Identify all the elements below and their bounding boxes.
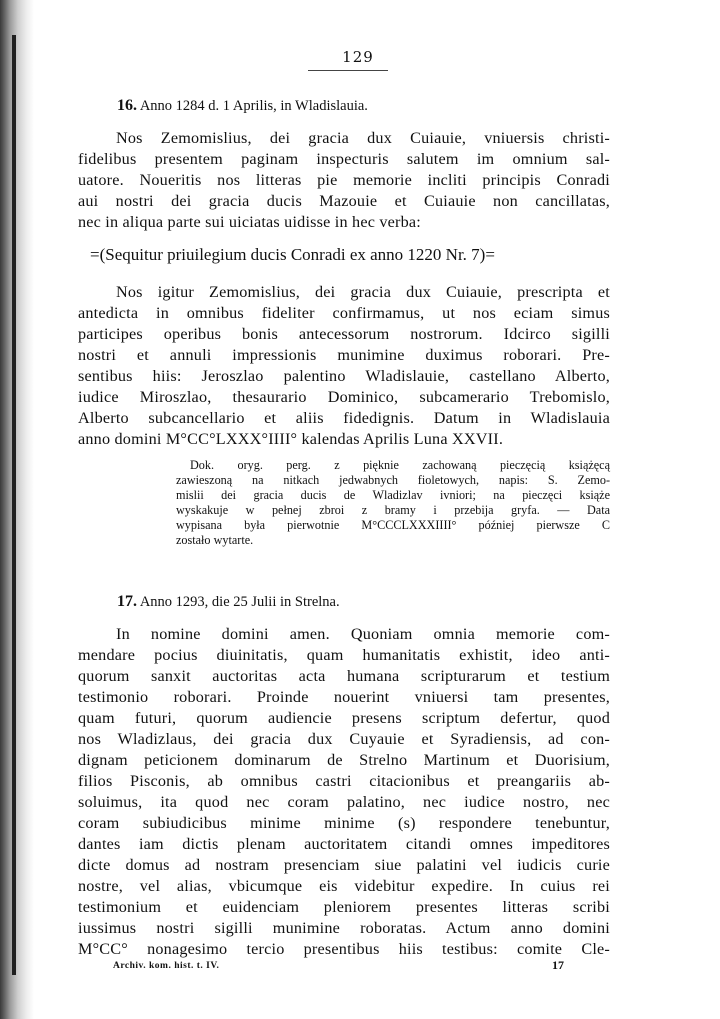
doc16-para1-line: fidelibus presentem paginam inspecturis salutem im omnium sal-	[78, 150, 610, 168]
doc16-note-line: zawieszoną na nitkach jedwabnych fioletowych, napis: S. Zemo-	[176, 473, 610, 487]
doc16-para2-line: antedicta in omnibus fideliter confirmamus, ut nos eciam simus	[78, 304, 610, 322]
doc17-para1-line: mendare pocius diuinitatis, quam humanitatis exhistit, ideo anti-	[78, 646, 610, 664]
scan-binding-spine	[12, 35, 16, 975]
doc16-note-line: Dok. oryg. perg. z pięknie zachowaną pieczęcią książęcą	[190, 458, 610, 472]
doc16-note-line: zostało wytarte.	[176, 533, 254, 547]
doc17-para1-line: dignam peticionem dominarum de Strelno Martinum et Duorisium,	[78, 751, 610, 769]
doc16-para2-line: nostri et annuli impressionis munimine duximus roborari. Pre-	[78, 346, 610, 364]
doc16-para1-line: Nos Zemomislius, dei gracia dux Cuiauie, vniuersis christi-	[116, 129, 610, 147]
doc17-para1-line: filios Pisconis, ab omnibus castri citacionibus et preangariis ab-	[78, 772, 610, 790]
doc16-date: Anno 1284 d. 1 Aprilis, in Wladislauia.	[139, 98, 368, 114]
doc16-note-line: wypisana była pierwotnie M°CCCLXXXIIII° później pierwsze C	[176, 518, 610, 532]
doc17-para1-line: In nomine domini amen. Quoniam omnia memorie com-	[116, 625, 610, 643]
doc17-para1-line: M°CC° nonagesimo tercio presentibus hiis testibus: comite Cle-	[78, 940, 610, 958]
doc17-para1-line: testimonium et euidenciam pleniorem presentes litteras scribi	[78, 898, 610, 916]
doc17-para1-line: quam futuri, quorum audiencie presens scriptum defertur, quod	[78, 709, 610, 727]
doc16-note-line: mislii dei gracia ducis de Wladizlav ivniori; na pieczęci książe	[176, 488, 610, 502]
page-number: 129	[342, 48, 374, 66]
doc16-para2-line: anno domini M°CC°LXXX°IIII° kalendas Aprilis Luna XXVII.	[78, 430, 504, 448]
footer-gathering-number: 17	[552, 958, 564, 972]
doc17-para1-line: quorum sanxit auctoritas acta humana scripturarum et testium	[78, 667, 610, 685]
doc17-date: Anno 1293, die 25 Julii in Strelna.	[139, 594, 340, 610]
doc16-para1-line: uatore. Noueritis nos litteras pie memorie incliti principis Conradi	[78, 171, 610, 189]
doc17-heading	[117, 593, 340, 611]
doc17-para1-line: iussimus nostri sigilli munimine roboratas. Actum anno domini	[78, 919, 610, 937]
page-number-rule	[308, 70, 388, 71]
doc17-para1-line: nostre, vel alias, vbicumque eis videbitur expedire. In cuius rei	[78, 877, 610, 895]
doc16-para2-line: Alberto subcancellario et aliis fidedignis. Datum in Wladislauia	[78, 409, 610, 427]
doc17-para1-line: testimonio roborari. Proinde nouerint vniuersi tam presentes,	[78, 688, 610, 706]
doc16-para1-line: nec in aliqua parte sui uiciatas uidisse in hec verba:	[78, 213, 421, 231]
doc16-heading	[117, 97, 368, 115]
doc16-para2-line: participes operibus bonis antecessorum nostrorum. Idcirco sigilli	[78, 325, 610, 343]
doc16-para2-line: sentibus hiis: Jeroszlao palentino Wladislauie, castellano Alberto,	[78, 367, 610, 385]
doc16-quote: =(Sequitur priuilegium ducis Conradi ex anno 1220 Nr. 7)=	[90, 245, 495, 264]
doc17-number: 17.	[117, 593, 137, 610]
doc17-para1-line: nos Wladizlaus, dei gracia dux Cuyauie et Syradiensis, ad con-	[78, 730, 610, 748]
doc16-number: 16.	[117, 97, 137, 114]
footer-signature-mark: Archiv. kom. hist. t. IV.	[113, 961, 220, 971]
doc17-para1-line: dicte domus ad nostram presenciam siue palatini vel iudicis curie	[78, 856, 610, 874]
doc17-para1-line: dantes iam dictis plenam auctoritatem citandi omnes impeditores	[78, 835, 610, 853]
doc16-para1-line: aui nostri dei gracia ducis Mazouie et Cuiauie non cancillatas,	[78, 192, 610, 210]
doc16-para2-line: iudice Miroszlao, thesaurario Dominico, subcamerario Trebomislo,	[78, 388, 610, 406]
scan-binding-edge	[0, 0, 34, 1019]
doc17-para1-line: coram subiudicibus minime minime (s) respondere tenebuntur,	[78, 814, 610, 832]
doc16-note-line: wyskakuje w pełnej zbroi z bramy i przebija gryfa. — Data	[176, 503, 610, 517]
doc16-para2-line: Nos igitur Zemomislius, dei gracia dux Cuiauie, prescripta et	[116, 283, 610, 301]
doc17-para1-line: soluimus, ita quod nec coram palatino, nec iudice nostro, nec	[78, 793, 610, 811]
